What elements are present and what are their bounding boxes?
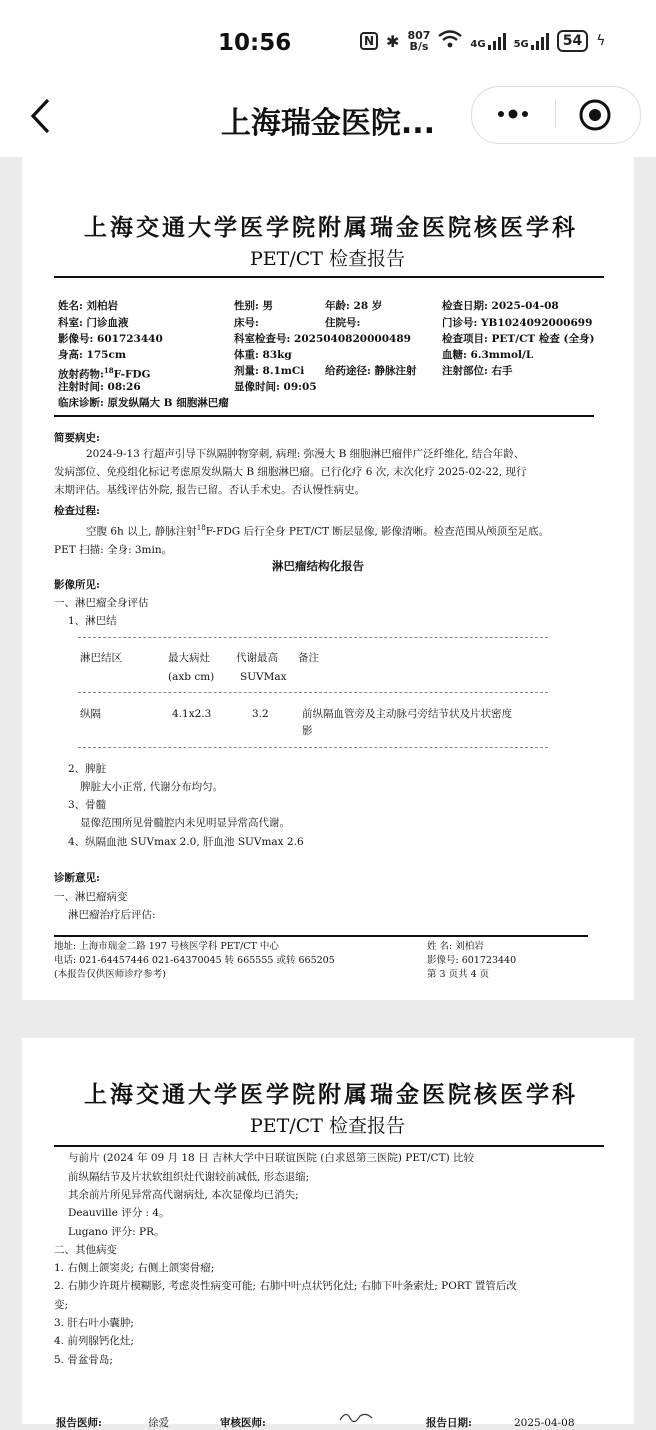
report-title: 上海交通大学医学院附属瑞金医院核医学科 <box>84 1081 578 1108</box>
inject-time: 注射时间: 08:26 <box>58 381 141 393</box>
report-title: 上海交通大学医学院附属瑞金医院核医学科 <box>84 214 578 241</box>
table-header: 最大病灶 <box>168 652 210 664</box>
wifi-icon <box>438 30 462 52</box>
deauville-score: Deauville 评分 : 4。 <box>68 1207 170 1219</box>
process-text: 空腹 6h 以上, 静脉注射$^{18}$F-FDG 后行全身 PET/CT 断层显像, 影像清晰。检查范围从颅顶至足底。 PET 扫描: 全身: 3min。 <box>54 524 550 556</box>
bluetooth-icon: ✱ <box>386 31 400 51</box>
process-label: 检查过程: <box>54 505 100 517</box>
table-cell: 3.2 <box>252 708 269 720</box>
report-page-2 <box>22 1038 634 1429</box>
nfc-icon: N <box>360 32 378 50</box>
section-1: 一、淋巴瘤全身评估 <box>54 597 149 609</box>
scan-time: 显像时间: 09:05 <box>234 381 317 393</box>
reporter-label: 报告医师: <box>56 1417 102 1429</box>
divider <box>54 276 604 278</box>
signal-5g: 5G <box>514 32 549 50</box>
table-cell: 4.1x2.3 <box>172 708 212 720</box>
table-subheader: (axb cm) <box>168 671 215 683</box>
battery-icon: 54 <box>557 30 588 52</box>
charging-icon: ϟ <box>596 33 606 49</box>
table-cell: 前纵隔血管旁及主动脉弓旁结节状及片状密度 <box>302 708 512 720</box>
inpatient-no: 住院号: <box>325 317 361 329</box>
table-rule <box>78 747 548 748</box>
clock: 10:56 <box>218 30 292 56</box>
department: 科室: 门诊血液 <box>58 317 129 329</box>
footer-name: 姓 名: 刘柏岩 <box>427 941 484 952</box>
other-item: 1. 右侧上颌窦炎; 右侧上颌窦骨瘤; <box>54 1262 215 1274</box>
divider <box>54 1145 604 1147</box>
other-item: 2. 右肺少许斑片模糊影, 考虑炎性病变可能; 右肺中叶点状钙化灶; 右肺下叶条索灶; PORT 置管后改 <box>54 1280 517 1292</box>
table-rule <box>78 637 548 638</box>
chevron-left-icon <box>26 94 70 138</box>
section-1-3: 3、骨髓 <box>68 799 107 811</box>
reporter-name: 徐爱 <box>148 1417 169 1429</box>
height: 身高: 175cm <box>58 349 126 361</box>
compare-line: 前纵隔结节及片状软组织灶代谢较前减低, 形态退缩; <box>68 1171 310 1183</box>
report-subtitle: PET/CT 检查报告 <box>250 248 405 270</box>
page-title: 上海瑞金医院... <box>220 106 436 141</box>
table-cell: 影 <box>302 725 313 737</box>
more-dots-icon <box>494 100 534 128</box>
other-item: 变; <box>54 1299 69 1311</box>
table-subheader: SUVMax <box>240 671 287 683</box>
dept-exam-no: 科室检查号: 2025040820000489 <box>234 333 411 345</box>
section-1-1: 1、淋巴结 <box>68 615 117 627</box>
section-2: 二、其他病变 <box>54 1244 117 1256</box>
divider <box>54 935 588 937</box>
opinion-1: 一、淋巴瘤病变 <box>54 891 128 903</box>
image-no: 影像号: 601723440 <box>58 333 163 345</box>
report-subtitle: PET/CT 检查报告 <box>250 1115 405 1137</box>
patient-sex: 性别: 男 <box>234 300 274 312</box>
back-button[interactable] <box>26 94 70 138</box>
footer-address: 地址: 上海市瑞金二路 197 号核医学科 PET/CT 中心 <box>54 941 279 952</box>
history-text: 2024-9-13 行超声引导下纵隔肿物穿刺, 病理: 弥漫大 B 细胞淋巴瘤伴广泛纤维化, 结合年龄、 发病部位、免疫组化标记考虑原发纵隔大 B 细胞淋巴瘤。已行化疗 6 次, 末次化疗 2025-02-22, 现行 末期评估。基线评估外院, 报告已留。否认手术史。否认慢性病史。 <box>54 448 527 496</box>
footer-page: 第 3 页共 4 页 <box>427 969 490 980</box>
section-1-4: 4、纵隔血池 SUVmax 2.0, 肝血池 SUVmax 2.6 <box>68 836 304 848</box>
signature-icon <box>338 1408 378 1424</box>
opinion-1-text: 淋巴瘤治疗后评估: <box>68 909 156 921</box>
capsule-divider <box>555 100 556 128</box>
dose: 剂量: 8.1mCi <box>234 365 305 377</box>
footer-note: (本报告仅供医师诊疗参考) <box>54 969 166 980</box>
divider <box>54 415 594 417</box>
other-item: 4. 前列腺钙化灶; <box>54 1335 134 1347</box>
compare-line: 其余前片所见异常高代谢病灶, 本次显像均已消失; <box>68 1189 299 1201</box>
structured-report-title: 淋巴瘤结构化报告 <box>272 559 364 573</box>
section-1-3-text: 显像范围所见骨髓腔内未见明显异常高代谢。 <box>80 817 290 829</box>
table-header: 代谢最高 <box>236 652 278 664</box>
radio-drug: 放射药物:$^{18}$F-FDG <box>58 366 151 381</box>
compare-line: 与前片 (2024 年 09 月 18 日 吉林大学中日联谊医院 (白求恩第三医院) PET/CT) 比较 <box>68 1152 475 1164</box>
table-cell: 纵隔 <box>80 708 101 720</box>
outpatient-no: 门诊号: YB1024092000699 <box>442 317 593 329</box>
report-date-label: 报告日期: <box>426 1417 472 1429</box>
blood-glucose: 血糖: 6.3mmol/L <box>442 349 534 361</box>
status-icons <box>360 30 606 52</box>
lugano-score: Lugano 评分: PR。 <box>68 1226 165 1238</box>
other-item: 3. 肝右叶小囊肿; <box>54 1317 134 1329</box>
target-close-icon <box>578 98 612 132</box>
inject-site: 注射部位: 右手 <box>442 365 513 377</box>
weight: 体重: 83kg <box>234 349 292 361</box>
history-label: 简要病史: <box>54 432 100 444</box>
table-header: 备注 <box>298 652 319 664</box>
table-header: 淋巴结区 <box>80 652 122 664</box>
route: 给药途径: 静脉注射 <box>325 365 417 377</box>
exam-item: 检查项目: PET/CT 检查 (全身) <box>442 333 595 345</box>
patient-name: 姓名: 刘柏岩 <box>58 300 119 312</box>
section-1-2: 2、脾脏 <box>68 763 107 775</box>
other-item: 5. 骨盆骨岛; <box>54 1354 113 1366</box>
footer-phone: 电话: 021-64457446 021-64370045 转 665555 或转 665205 <box>54 955 335 966</box>
section-1-2-text: 脾脏大小正常, 代谢分布均匀。 <box>80 781 224 793</box>
report-date: 2025-04-08 <box>514 1417 575 1429</box>
close-button[interactable] <box>578 98 612 132</box>
net-speed: 807 B/s <box>407 29 431 53</box>
findings-label: 影像所见: <box>54 579 100 591</box>
opinion-label: 诊断意见: <box>54 872 100 884</box>
exam-date: 检查日期: 2025-04-08 <box>442 300 559 312</box>
patient-age: 年龄: 28 岁 <box>325 300 383 312</box>
table-rule <box>78 692 548 693</box>
report-page-1 <box>22 157 634 1000</box>
clinical-diagnosis: 临床诊断: 原发纵隔大 B 细胞淋巴瘤 <box>58 397 229 409</box>
footer-image-no: 影像号: 601723440 <box>427 955 517 966</box>
reviewer-label: 审核医师: <box>220 1417 266 1429</box>
signal-4g: 4G <box>470 32 505 50</box>
bed-no: 床号: <box>234 317 259 329</box>
more-button[interactable] <box>494 100 534 128</box>
